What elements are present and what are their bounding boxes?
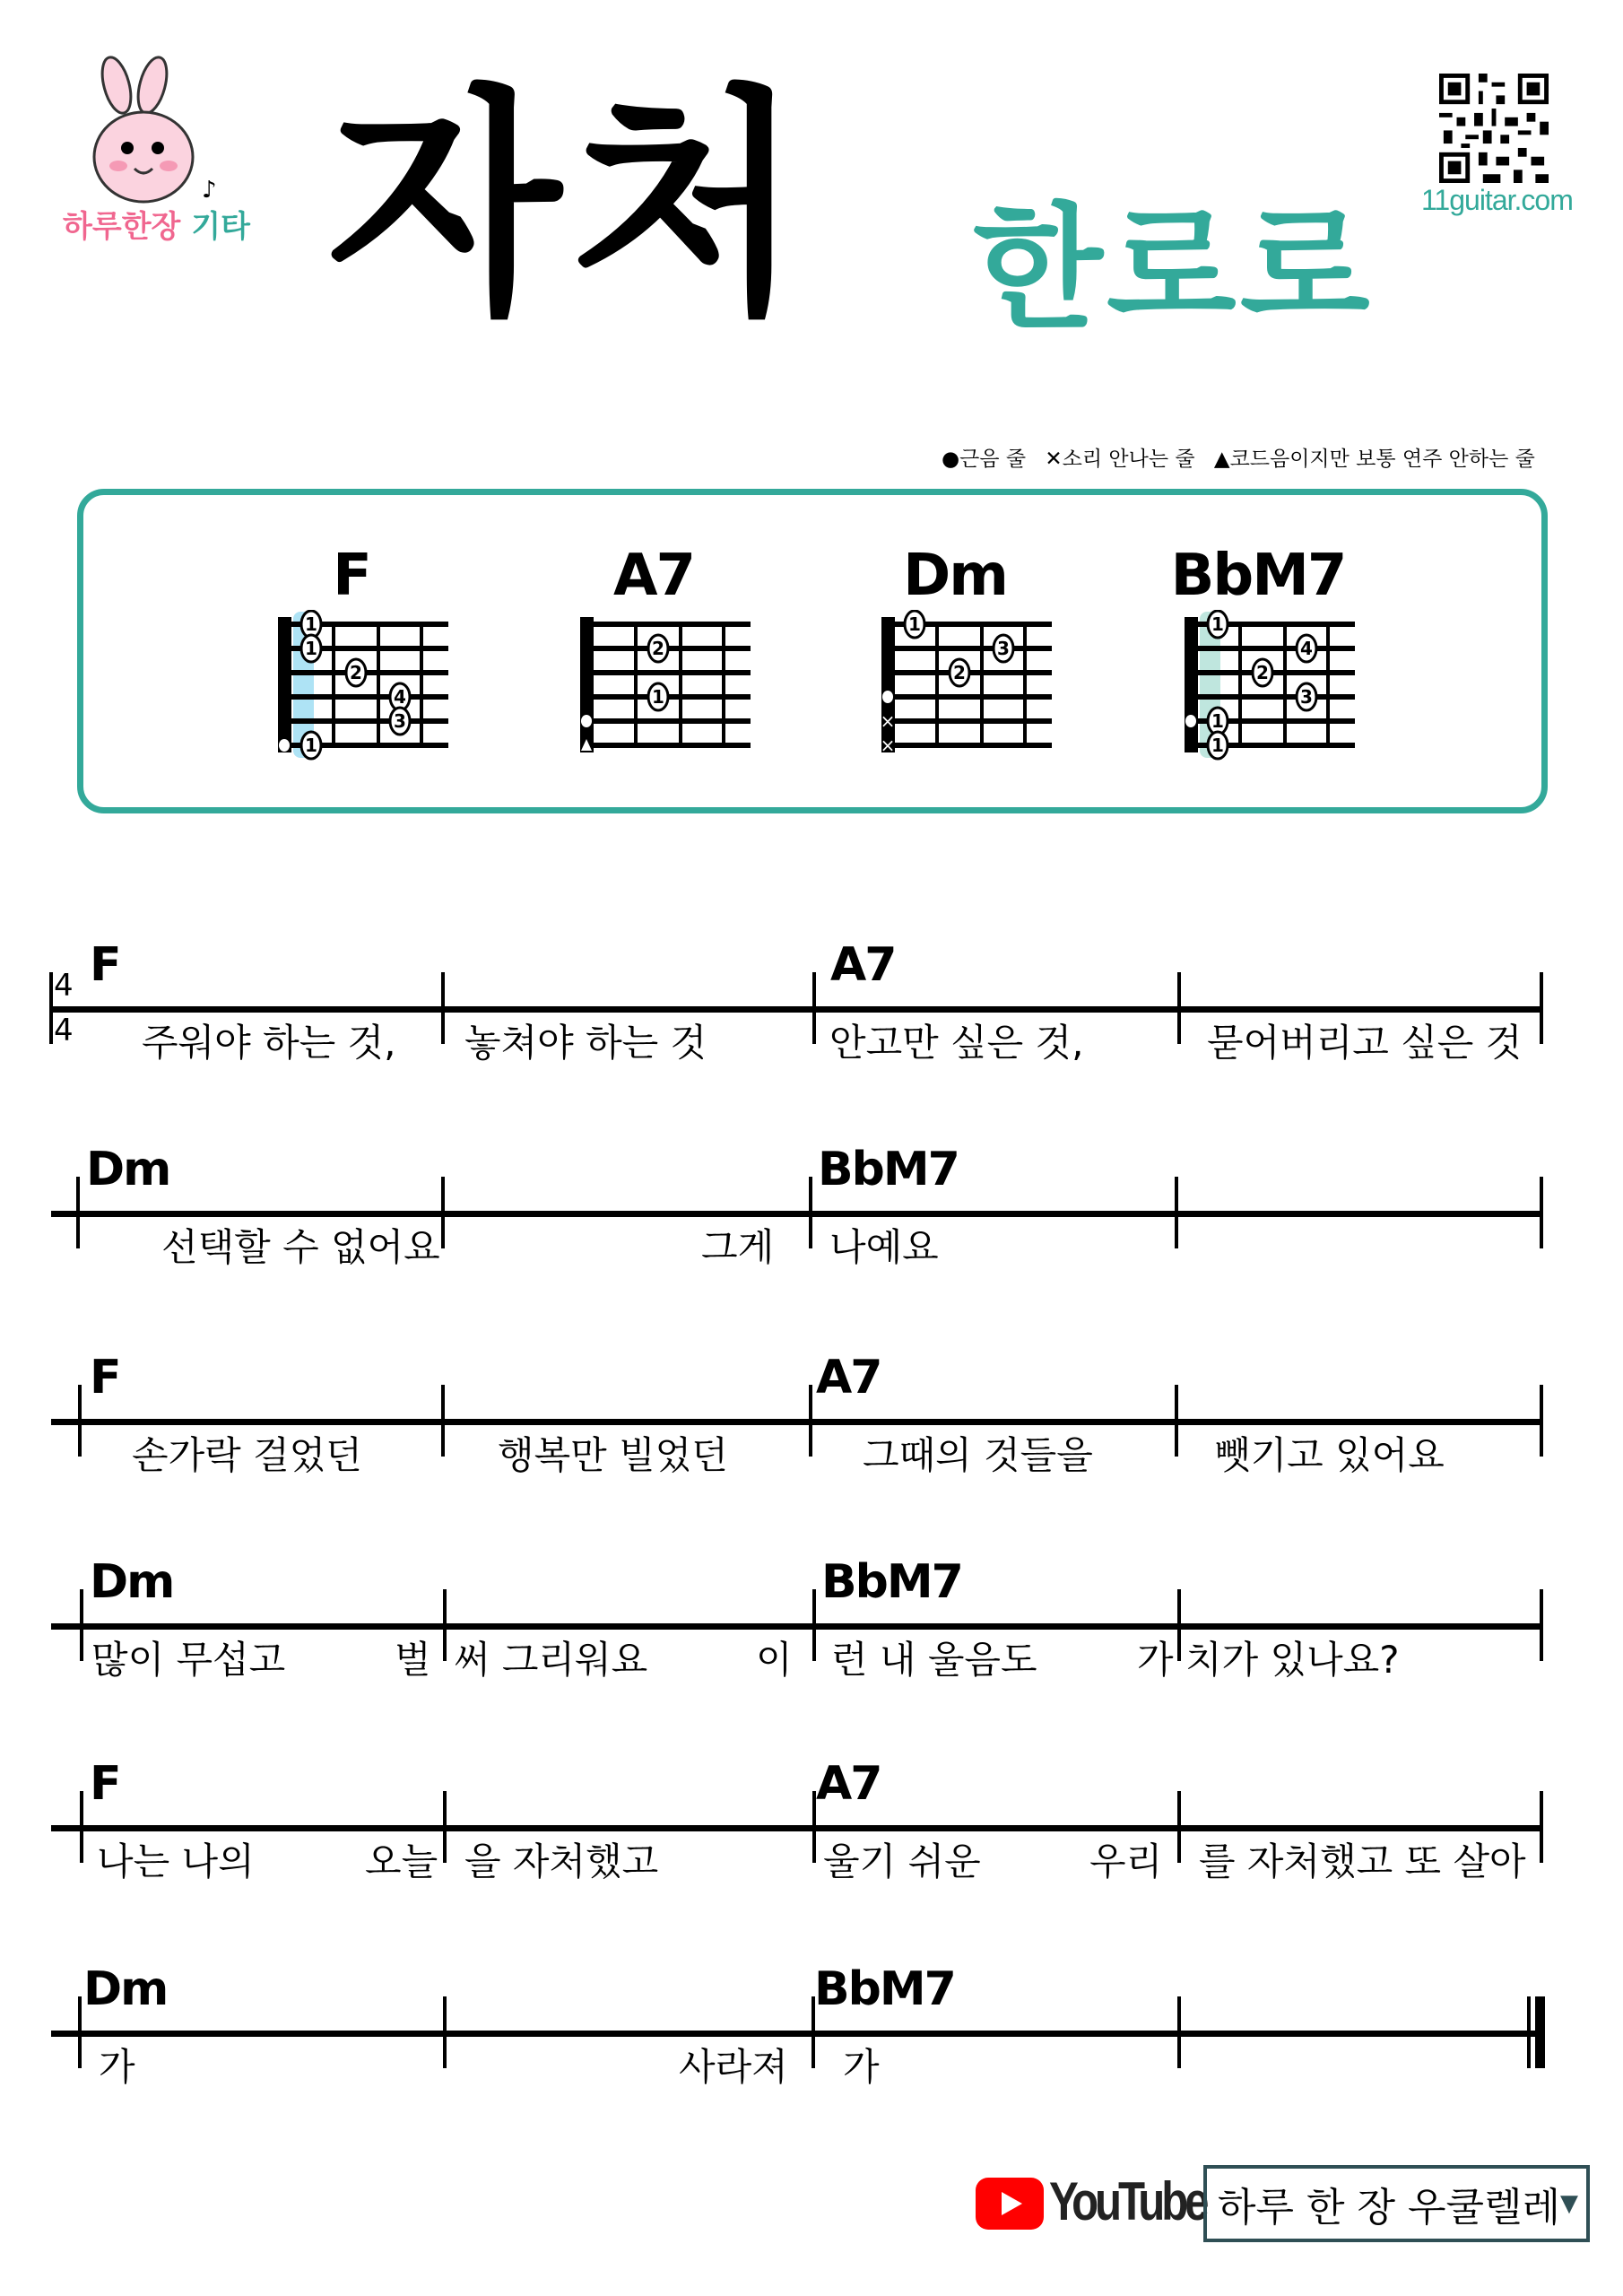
chord-name: Dm <box>903 543 1007 609</box>
fret-line <box>980 624 984 745</box>
finger-number: 1 <box>1211 710 1224 732</box>
chord-label: BbM7 <box>814 1962 955 2016</box>
chord-label: BbM7 <box>818 1143 959 1196</box>
qr-code-icon[interactable] <box>1439 74 1549 183</box>
lyric: 뺏기고 있어요 <box>1214 1433 1445 1477</box>
song-title: 자처 <box>327 65 813 347</box>
staff-row <box>0 1534 1623 1713</box>
staff-line <box>51 1211 1542 1217</box>
lyric: 행복만 빌었던 <box>498 1433 728 1477</box>
chord-label: A7 <box>816 1757 881 1811</box>
staff-line <box>51 1419 1542 1425</box>
finger-number: 1 <box>305 735 317 756</box>
bar-line <box>80 1791 83 1863</box>
chord-grid <box>856 610 1072 767</box>
lyric: 놓쳐야 하는 것 <box>464 1021 707 1065</box>
chord-diagram-dm <box>856 543 1054 770</box>
lyric: 치가 있나요? <box>1185 1638 1400 1682</box>
nut <box>580 617 594 752</box>
staff-line <box>51 1623 1542 1630</box>
logo <box>54 54 250 245</box>
lyric: 그때의 것들을 <box>863 1433 1093 1477</box>
bar-line <box>76 1177 80 1248</box>
lyric: 우리 <box>1089 1839 1163 1883</box>
root-marker-icon <box>882 691 893 703</box>
lyric: 나예요 <box>829 1225 939 1269</box>
lyric: 안고만 싶은 것, <box>829 1021 1084 1065</box>
bar-line <box>1177 1996 1181 2068</box>
nut <box>278 617 291 752</box>
fret-line <box>722 624 725 745</box>
fret-line <box>1326 624 1330 745</box>
bar-line <box>1177 1791 1181 1863</box>
staff-line <box>51 2031 1542 2037</box>
chord-label: Dm <box>83 1962 168 2016</box>
bar-line <box>443 1791 447 1863</box>
chord-diagram-bbm7 <box>1159 543 1357 770</box>
finger-number: 3 <box>997 638 1010 659</box>
chord-diagram-a7 <box>555 543 752 770</box>
lyric: 나는 나의 <box>97 1839 255 1883</box>
artist-name: 한로로 <box>973 191 1374 347</box>
chord-label: F <box>90 1351 120 1405</box>
bar-line <box>441 1385 445 1457</box>
bar-line <box>78 1385 82 1457</box>
chord-grid <box>1159 610 1375 767</box>
muted-string-icon: × <box>880 735 896 756</box>
lyric: 을 자처했고 <box>464 1839 659 1883</box>
chord-label: F <box>90 938 120 992</box>
lyric: 벌 <box>395 1638 431 1682</box>
bar-line <box>1540 972 1543 1044</box>
chord-label: A7 <box>830 938 896 992</box>
lyric: 사라져 <box>679 2045 788 2089</box>
bar-line <box>812 972 816 1044</box>
legend-optional: ▲코드음이지만 보통 연주 안하는 줄 <box>1213 448 1535 471</box>
finger-number: 1 <box>908 613 921 635</box>
bar-line <box>1175 1177 1178 1248</box>
channel-name-box[interactable] <box>1203 2165 1590 2242</box>
youtube-icon[interactable] <box>976 2178 1044 2230</box>
final-bar-thin <box>1527 1996 1531 2068</box>
fret-line <box>332 624 335 745</box>
logo-text-pink: 하루한장 <box>63 209 181 245</box>
bar-line <box>1540 1791 1543 1863</box>
bar-line <box>78 1996 82 2068</box>
bar-line <box>80 1589 83 1661</box>
lyric: 오늘 <box>365 1839 438 1883</box>
lyric: 써 그리워요 <box>454 1638 648 1682</box>
finger-number: 4 <box>394 686 406 708</box>
fret-line <box>634 624 638 745</box>
bar-line <box>443 1589 447 1661</box>
bar-line <box>1540 1589 1543 1661</box>
finger-number: 3 <box>1300 686 1313 708</box>
bar-line <box>1175 1385 1178 1457</box>
finger-number: 2 <box>953 662 966 683</box>
bar-line <box>443 1996 447 2068</box>
lyric: 선택할 수 없어요 <box>161 1225 440 1269</box>
time-signature-bottom: 4 <box>54 1013 74 1048</box>
lyric: 많이 무섭고 <box>91 1638 286 1682</box>
bar-line <box>441 972 445 1044</box>
site-link[interactable]: 11guitar.com <box>1421 184 1573 216</box>
fret-line <box>420 624 423 745</box>
bar-line <box>441 1177 445 1248</box>
fret-line <box>1238 624 1242 745</box>
finger-number: 1 <box>1211 735 1224 756</box>
finger-number: 2 <box>350 662 362 683</box>
dropdown-caret-icon: ▼ <box>1560 2190 1578 2217</box>
chord-name: BbM7 <box>1170 543 1346 609</box>
lyric: 를 자처했고 또 살아 <box>1199 1839 1526 1883</box>
bar-line <box>49 972 53 1044</box>
bar-line <box>1540 1177 1543 1248</box>
finger-number: 2 <box>652 638 664 659</box>
nut <box>881 617 895 752</box>
youtube-wordmark[interactable]: YouTube <box>1049 2171 1206 2231</box>
staff-row <box>0 1941 1623 2120</box>
fret-line <box>935 624 939 745</box>
lyric: 이 <box>756 1638 793 1682</box>
chord-label: Dm <box>90 1555 174 1609</box>
lyric: 런 내 울음도 <box>831 1638 1037 1682</box>
fret-line <box>679 624 682 745</box>
final-bar-thick <box>1535 1996 1545 2068</box>
logo-text-teal: 기타 <box>191 209 250 245</box>
bar-line <box>1540 1385 1543 1457</box>
staff-row <box>0 1121 1623 1300</box>
finger-number: 4 <box>1300 638 1313 659</box>
finger-number: 1 <box>305 613 317 635</box>
lyric: 울기 쉬운 <box>823 1839 981 1883</box>
staff-row <box>0 1329 1623 1509</box>
chord-label: A7 <box>816 1351 881 1405</box>
staff-row <box>0 1735 1623 1915</box>
legend-muted: ✕소리 안나는 줄 <box>1045 448 1195 471</box>
chord-grid <box>253 610 468 767</box>
chord-label: Dm <box>86 1143 170 1196</box>
fret-line <box>1023 624 1027 745</box>
finger-number: 1 <box>1211 613 1224 635</box>
legend <box>942 442 1548 472</box>
bar-line <box>809 1385 812 1457</box>
fret-line <box>1283 624 1287 745</box>
lyric: 묻어버리고 싶은 것 <box>1207 1021 1523 1065</box>
bar-line <box>809 1177 812 1248</box>
chord-grid <box>555 610 770 767</box>
chord-name: F <box>333 543 370 609</box>
root-marker-icon <box>279 739 290 752</box>
muted-string-icon: × <box>880 710 896 732</box>
finger-number: 3 <box>394 710 406 732</box>
lyric: 주워야 하는 것, <box>142 1021 396 1065</box>
bar-line <box>1177 972 1181 1044</box>
chord-label: BbM7 <box>821 1555 962 1609</box>
finger-number: 1 <box>652 686 664 708</box>
staff-row <box>0 917 1623 1096</box>
channel-name: 하루 한 장 우쿨렐레 <box>1218 2185 1560 2231</box>
lyric: 손가락 걸었던 <box>132 1433 362 1477</box>
lyric: 그게 <box>701 1225 775 1269</box>
finger-number: 2 <box>1256 662 1269 683</box>
bunny-icon <box>54 54 233 206</box>
chord-name: A7 <box>612 543 695 609</box>
root-marker-icon <box>1185 715 1196 727</box>
finger-number: 1 <box>305 638 317 659</box>
root-marker-icon <box>581 715 592 727</box>
bar-line <box>812 1589 816 1661</box>
time-signature-top: 4 <box>54 968 74 1004</box>
chord-label: F <box>90 1757 120 1811</box>
staff-line <box>51 1006 1542 1013</box>
svg-text:♪: ♪ <box>202 177 217 204</box>
lyric: 가 <box>843 2045 880 2089</box>
staff-line <box>51 1825 1542 1831</box>
fret-line <box>377 624 380 745</box>
chord-diagram-f <box>253 543 450 770</box>
nut <box>1185 617 1198 752</box>
lyric: 가 <box>1137 1638 1174 1682</box>
bar-line <box>1177 1589 1181 1661</box>
lyric: 가 <box>99 2045 135 2089</box>
legend-root: ●근음 줄 <box>942 448 1027 471</box>
